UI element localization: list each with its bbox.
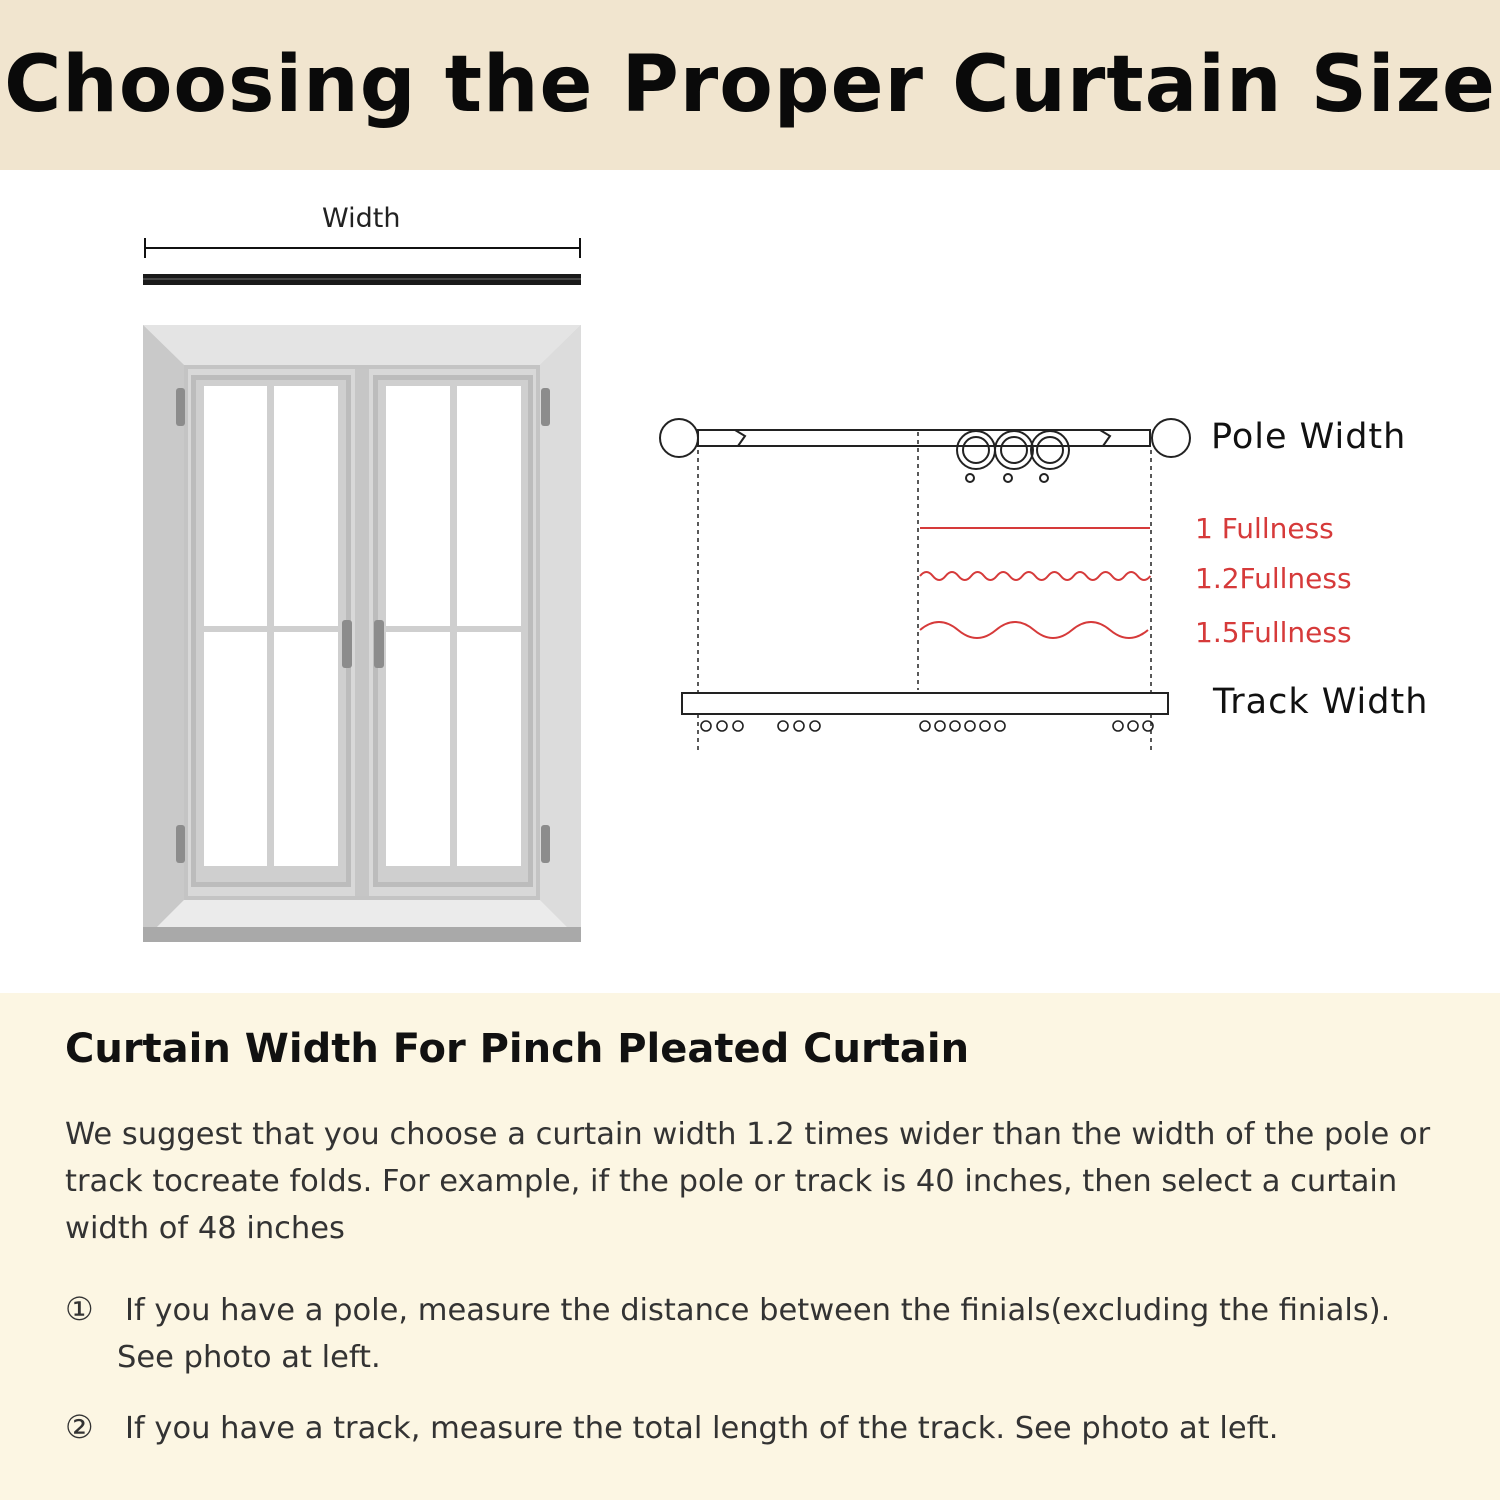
track-illustration xyxy=(682,693,1168,731)
width-dimension-line xyxy=(145,238,580,258)
fullness-1-2-line xyxy=(920,572,1150,580)
fullness-1-5-label: 1.5Fullness xyxy=(1195,616,1352,649)
curtain-rod xyxy=(143,274,581,285)
fullness-1-5-line xyxy=(920,622,1148,638)
fullness-lines xyxy=(920,528,1150,638)
diagram-area xyxy=(0,170,1500,992)
page-title: Choosing the Proper Curtain Size xyxy=(4,40,1496,130)
suggestion-paragraph: We suggest that you choose a curtain width 1.2 times wider than the width of the pole or track tocreate folds. For example, if the pole or track is 40 inches, then select a curtain width of 48 inches xyxy=(65,1117,1431,1246)
step-text: If you have a track, measure the total length of the track. See photo at left. xyxy=(125,1411,1279,1446)
step-text: If you have a pole, measure the distance between the finials(excluding the finials). xyxy=(125,1293,1391,1328)
info-panel xyxy=(0,993,1500,1500)
fullness-1-label: 1 Fullness xyxy=(1195,512,1334,545)
step-track xyxy=(65,1404,1445,1452)
window-illustration xyxy=(143,325,581,942)
fullness-1-2-label: 1.2Fullness xyxy=(1195,562,1352,595)
width-label: Width xyxy=(322,203,401,234)
step-marker: ① xyxy=(65,1290,94,1328)
section-heading: Curtain Width For Pinch Pleated Curtain xyxy=(65,1026,970,1072)
track-width-label: Track Width xyxy=(1213,682,1429,722)
pole-width-label: Pole Width xyxy=(1211,417,1407,457)
pole-illustration xyxy=(660,419,1190,482)
title-banner xyxy=(0,0,1500,170)
step-text-continued: See photo at left. xyxy=(117,1340,381,1375)
step-pole xyxy=(65,1286,1445,1381)
step-marker: ② xyxy=(65,1408,94,1446)
